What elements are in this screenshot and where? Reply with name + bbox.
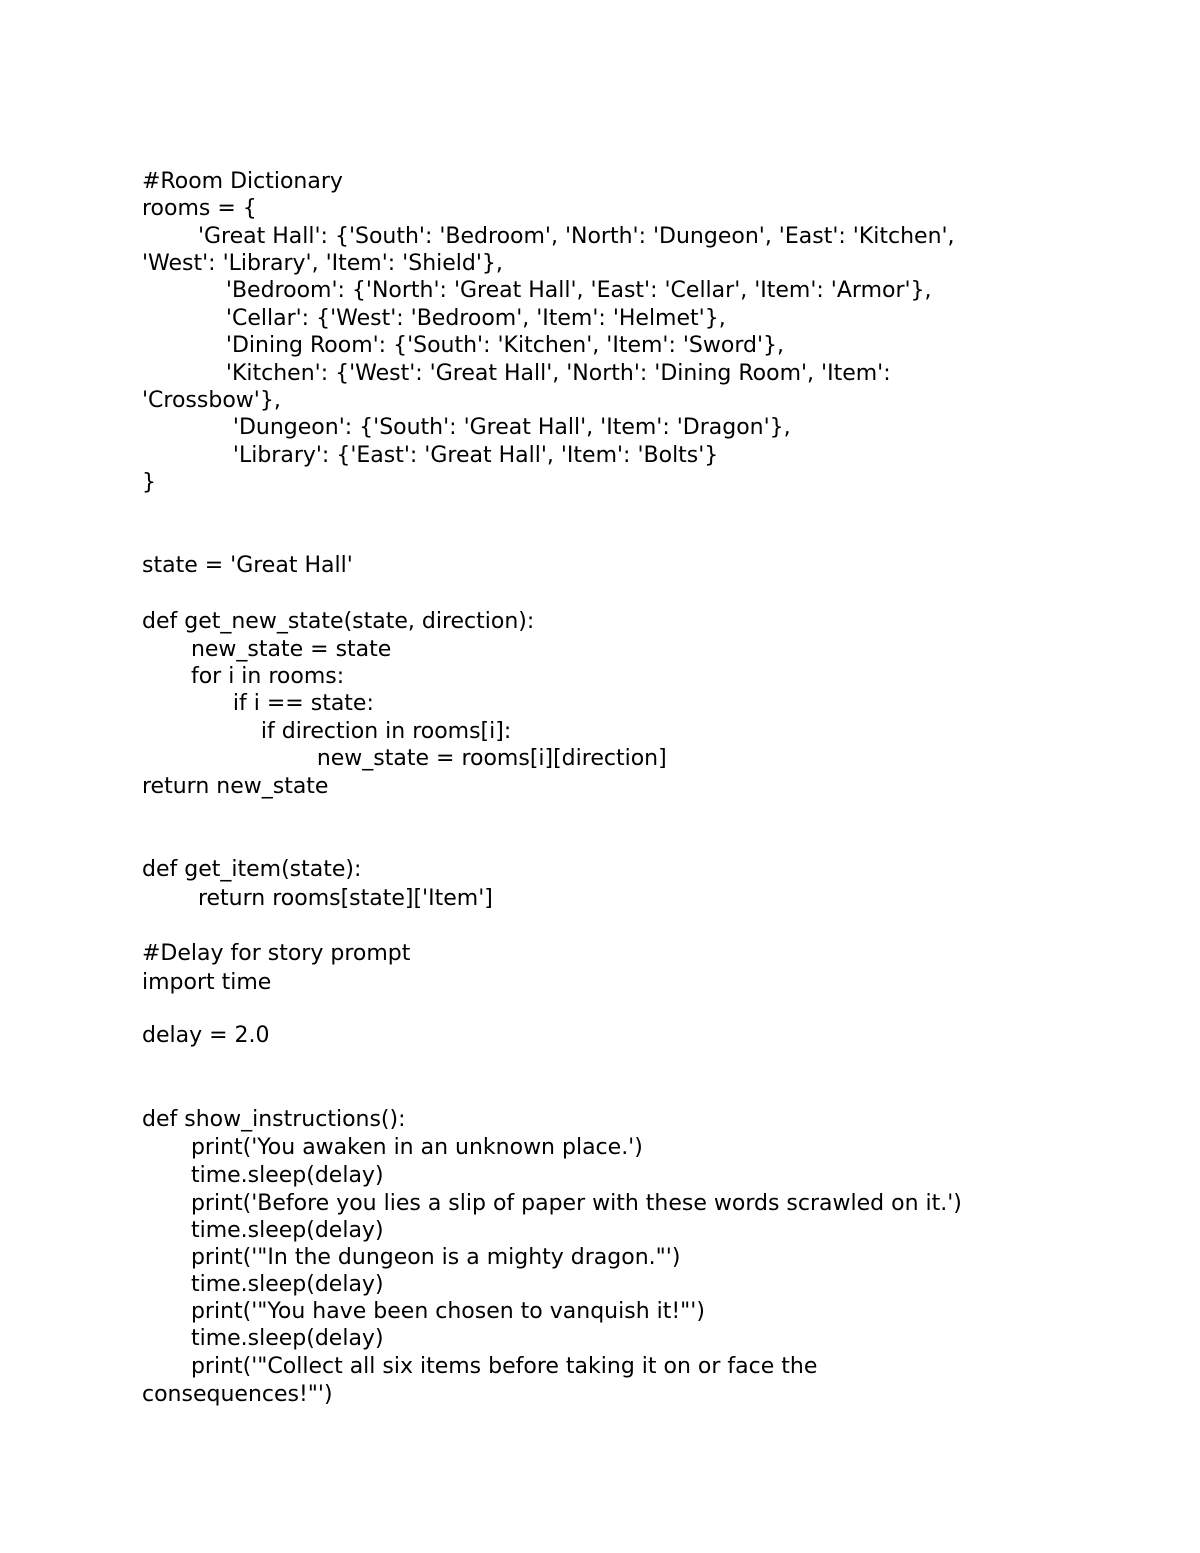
code-line: print('"In the dungeon is a mighty dragon."'): [142, 1245, 681, 1270]
code-line: time.sleep(delay): [142, 1218, 384, 1243]
code-line: new_state = rooms[i][direction]: [142, 746, 667, 771]
code-line: 'West': 'Library', 'Item': 'Shield'},: [142, 251, 503, 276]
code-line: if i == state:: [142, 691, 374, 716]
code-line: 'Dining Room': {'South': 'Kitchen', 'Item': 'Sword'},: [142, 333, 784, 358]
code-line: 'Cellar': {'West': 'Bedroom', 'Item': 'Helmet'},: [142, 306, 726, 331]
code-line: print('Before you lies a slip of paper with these words scrawled on it.'): [142, 1191, 962, 1216]
code-line: delay = 2.0: [142, 1023, 270, 1048]
code-line: print('"You have been chosen to vanquish it!"'): [142, 1299, 705, 1324]
code-line: if direction in rooms[i]:: [142, 719, 512, 744]
code-line: 'Library': {'East': 'Great Hall', 'Item': 'Bolts'}: [142, 443, 719, 468]
code-line: for i in rooms:: [142, 664, 345, 689]
code-line: 'Crossbow'},: [142, 388, 281, 413]
code-line: 'Kitchen': {'West': 'Great Hall', 'North': 'Dining Room', 'Item':: [142, 361, 891, 386]
code-line: 'Bedroom': {'North': 'Great Hall', 'East': 'Cellar', 'Item': 'Armor'},: [142, 278, 932, 303]
code-line: return new_state: [142, 774, 329, 799]
code-line: #Room Dictionary: [142, 169, 343, 194]
code-line: def show_instructions():: [142, 1107, 406, 1132]
code-line: def get_new_state(state, direction):: [142, 609, 535, 634]
code-line: 'Great Hall': {'South': 'Bedroom', 'North': 'Dungeon', 'East': 'Kitchen',: [142, 224, 955, 249]
code-line: time.sleep(delay): [142, 1326, 384, 1351]
code-line: import time: [142, 970, 272, 995]
code-line: time.sleep(delay): [142, 1272, 384, 1297]
code-line: }: [142, 470, 156, 495]
code-line: state = 'Great Hall': [142, 553, 353, 578]
code-line: new_state = state: [142, 637, 392, 662]
code-line: consequences!"'): [142, 1382, 333, 1407]
code-line: print('"Collect all six items before taking it on or face the: [142, 1354, 818, 1379]
code-line: print('You awaken in an unknown place.'): [142, 1135, 643, 1160]
code-line: rooms = {: [142, 196, 257, 221]
code-line: return rooms[state]['Item']: [142, 886, 493, 911]
code-line: #Delay for story prompt: [142, 941, 411, 966]
code-line: 'Dungeon': {'South': 'Great Hall', 'Item': 'Dragon'},: [142, 415, 791, 440]
code-line: def get_item(state):: [142, 857, 362, 882]
code-line: time.sleep(delay): [142, 1163, 384, 1188]
